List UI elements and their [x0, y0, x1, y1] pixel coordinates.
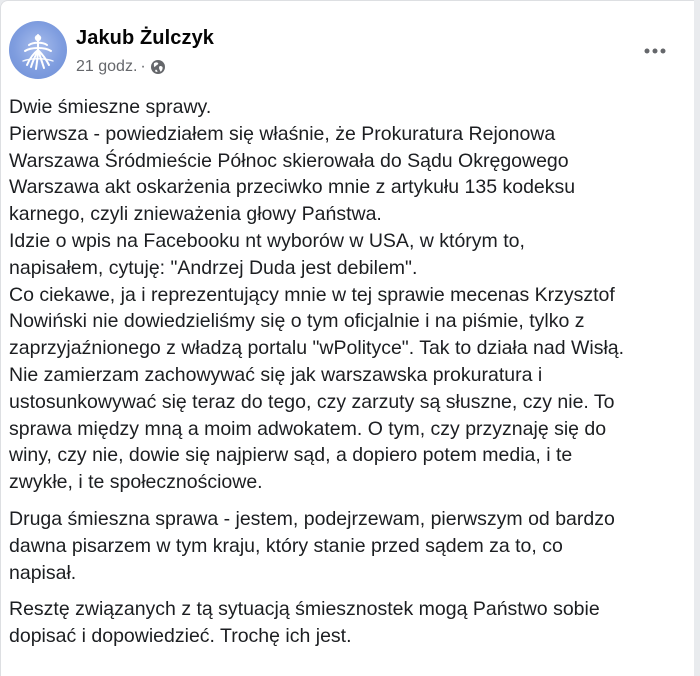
post-paragraph-3: Resztę związanych z tą sytuacją śmiesznostek mogą Państwo sobie dopisać i dopowiedzieć. Trochę ich jest.	[9, 598, 600, 648]
author-name[interactable]: Jakub Żulczyk	[76, 27, 215, 49]
more-options-icon[interactable]	[641, 37, 669, 65]
post-timestamp[interactable]: 21 godz.	[76, 58, 138, 75]
post-paragraph-1: Dwie śmieszne sprawy. Pierwsza - powiedziałem się właśnie, że Prokuratura Rejonowa Warszawa Śródmieście Północ skierowała do Sądu Okręgowego Warszawa akt oskarżenia przeciwko mnie z artykułu 135 kodeksu karnego, czyli znieważenia głowy Państwa. Idzie o wpis na Facebooku nt wyborów w USA, w którym to, napisałem, cytuję: "Andrzej Duda jest debilem". Co ciekawe, ja i reprezentujący mnie w tej sprawie mecenas Krzysztof Nowiński nie dowiedzieliśmy się o tym oficjalnie i na piśmie, tylko z zaprzyjaźnionego z władzą portalu "wPolityce". Tak to działa nad Wisłą. Nie zamierzam zachowywać się jak warszawska prokuratura i ustosunkowywać się teraz do tego, czy zarzuty są słuszne, czy nie. To sprawa między mną a moim adwokatem. O tym, czy przyznaję się do winy, czy nie, dowie się najpierw sąd, a dopiero potem media, i te zwykłe, i te społecznościowe.	[9, 96, 625, 494]
post-meta	[76, 57, 166, 77]
avatar[interactable]	[9, 21, 67, 79]
meta-separator: ·	[140, 58, 146, 75]
post-paragraph-2: Druga śmieszna sprawa - jestem, podejrzewam, pierwszym od bardzo dawna pisarzem w tym kraju, który stanie przed sądem za to, co napisał.	[9, 507, 615, 584]
post-content	[9, 94, 689, 650]
globe-icon[interactable]	[150, 59, 166, 75]
post-header	[9, 21, 689, 85]
abstract-logo-avatar-icon	[9, 21, 67, 79]
